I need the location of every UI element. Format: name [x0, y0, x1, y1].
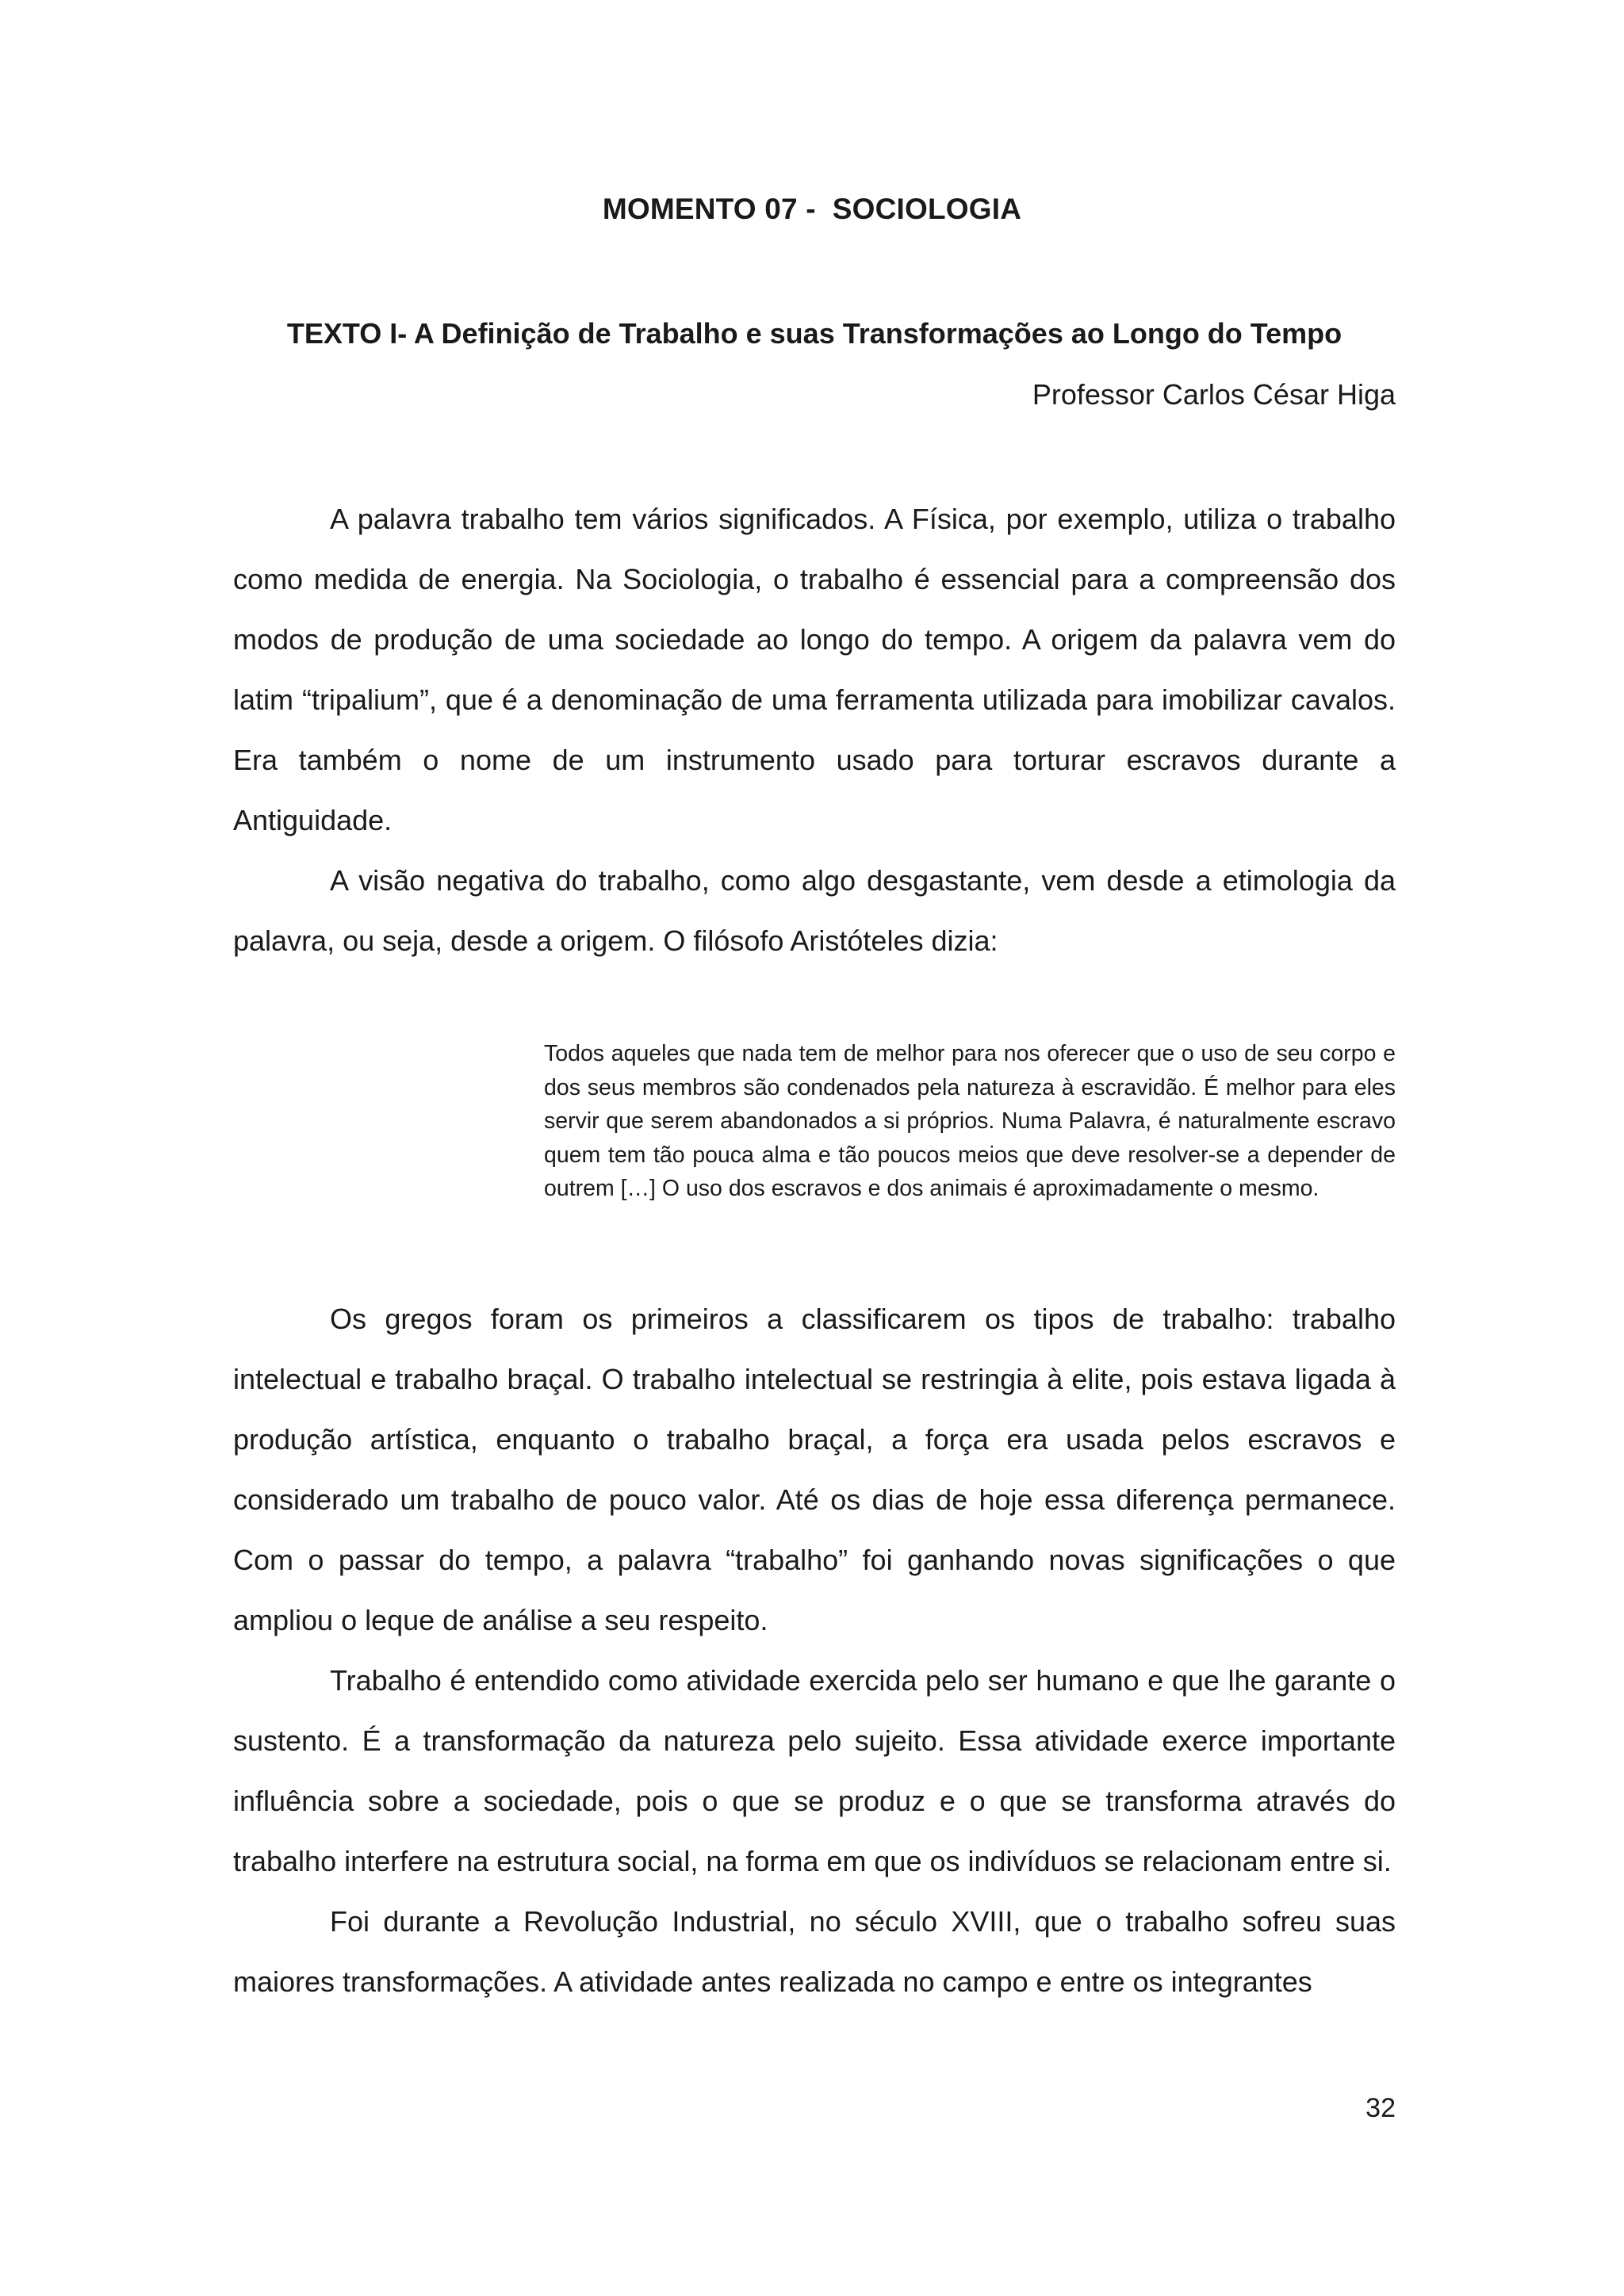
paragraph: Os gregos foram os primeiros a classificarem os tipos de trabalho: trabalho intelectual e trabalho braçal. O trabalho intelectual se restringia à elite, pois estava ligada à produção artística, enquanto o trabalho braçal, a força era usada pelos escravos e considerado um trabalho de pouco valor. Até os dias de hoje essa diferença permanece. Com o passar do tempo, a palavra “trabalho” foi ganhando novas significações o que ampliou o leque de análise a seu respeito. [233, 1303, 1396, 1636]
author-line: Professor Carlos César Higa [1032, 378, 1396, 411]
page-title: MOMENTO 07 - SOCIOLOGIA [602, 193, 1022, 225]
text-title: TEXTO I- A Definição de Trabalho e suas Transformações ao Longo do Tempo [286, 317, 1342, 350]
paragraph: Foi durante a Revolução Industrial, no século XVIII, que o trabalho sofreu suas maiores transformações. A atividade antes realizada no campo e entre os integrantes [233, 1905, 1396, 1998]
paragraph: A visão negativa do trabalho, como algo desgastante, vem desde a etimologia da palavra, ou seja, desde a origem. O filósofo Aristóteles dizia: [233, 864, 1396, 957]
body-section-main [233, 1289, 1396, 2012]
paragraph: A palavra trabalho tem vários significados. A Física, por exemplo, utiliza o trabalho como medida de energia. Na Sociologia, o trabalho é essencial para a compreensão dos modos de produção de uma sociedade ao longo do tempo. A origem da palavra vem do latim “tripalium”, que é a denominação de uma ferramenta utilizada para imobilizar cavalos. Era também o nome de um instrumento usado para torturar escravos durante a Antiguidade. [233, 503, 1396, 836]
paragraph: Trabalho é entendido como atividade exercida pelo ser humano e que lhe garante o sustento. É a transformação da natureza pelo sujeito. Essa atividade exerce importante influência sobre a sociedade, pois o que se produz e o que se transforma através do trabalho interfere na estrutura social, na forma em que os indivíduos se relacionam entre si. [233, 1664, 1396, 1877]
block-quote: Todos aqueles que nada tem de melhor para nos oferecer que o uso de seu corpo e dos seus membros são condenados pela natureza à escravidão. É melhor para eles servir que serem abandonados a si próprios. Numa Palavra, é naturalmente escravo quem tem tão pouca alma e tão poucos meios que deve resolver-se a depender de outrem […] O uso dos escravos e dos animais é aproximadamente o mesmo. [544, 1041, 1396, 1201]
page-number: 32 [1365, 2093, 1396, 2123]
body-section-intro [233, 489, 1396, 971]
